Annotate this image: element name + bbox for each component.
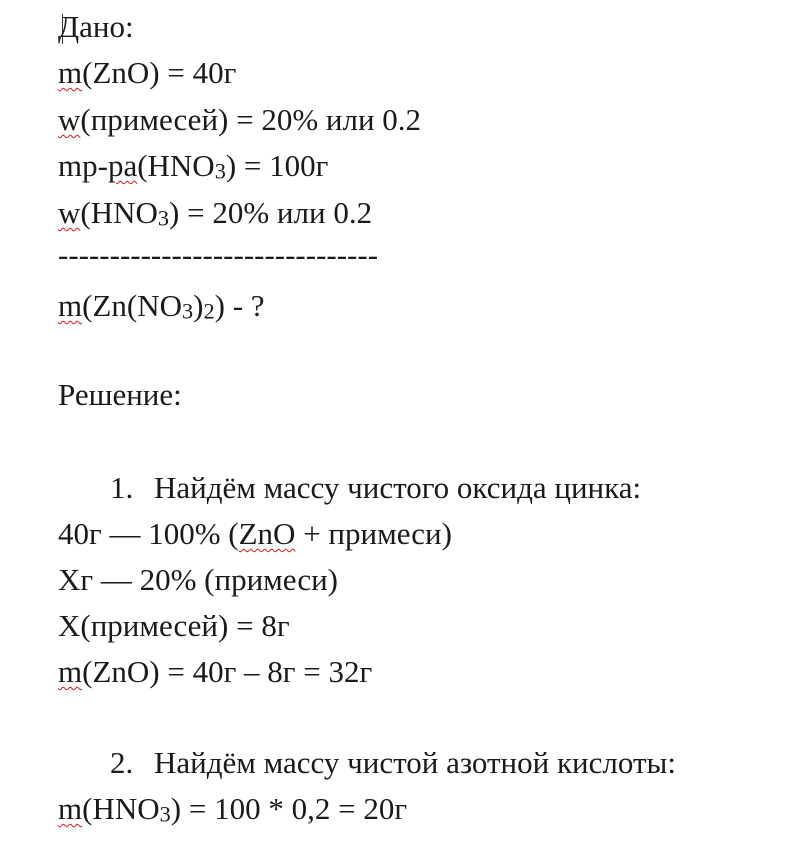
solution-heading: Решение: — [58, 377, 182, 412]
step-1-title: 1. Найдём массу чистого оксида цинка: — [110, 470, 642, 505]
separator-line: ------------------------------- — [58, 237, 379, 272]
given-hno3-fraction: $w(HNO_3) = 20\%$ или 0.2 — [58, 195, 373, 231]
given-impurity-fraction: w(примесей) = 20% или 0.2 — [58, 102, 422, 137]
document-body[interactable] — [58, 0, 798, 846]
find-question: $m(Zn(NO_3)_2)$ - ? — [58, 288, 265, 324]
step-2-title: 2. Найдём массу чистой азотной кислоты: — [110, 745, 676, 780]
step-1-impurity-result: X(примесей) = 8г — [58, 608, 290, 643]
step-1-proportion-a: 40г — 100% (ZnO + примеси) — [58, 516, 452, 551]
step-2-hno3-mass: $m(HNO_3) = 100 * 0,2 = 20г$ — [58, 791, 408, 827]
given-heading: Дано: — [58, 9, 134, 44]
step-1-pure-zno: m(ZnO) = 40г – 8г = 32г — [58, 654, 373, 689]
given-solution-mass: $mр-ра(HNO_3) = 100г$ — [58, 148, 329, 184]
given-mass-zno: m(ZnO) = 40г — [58, 55, 237, 90]
step-1-proportion-b: Xг — 20% (примеси) — [58, 562, 338, 597]
